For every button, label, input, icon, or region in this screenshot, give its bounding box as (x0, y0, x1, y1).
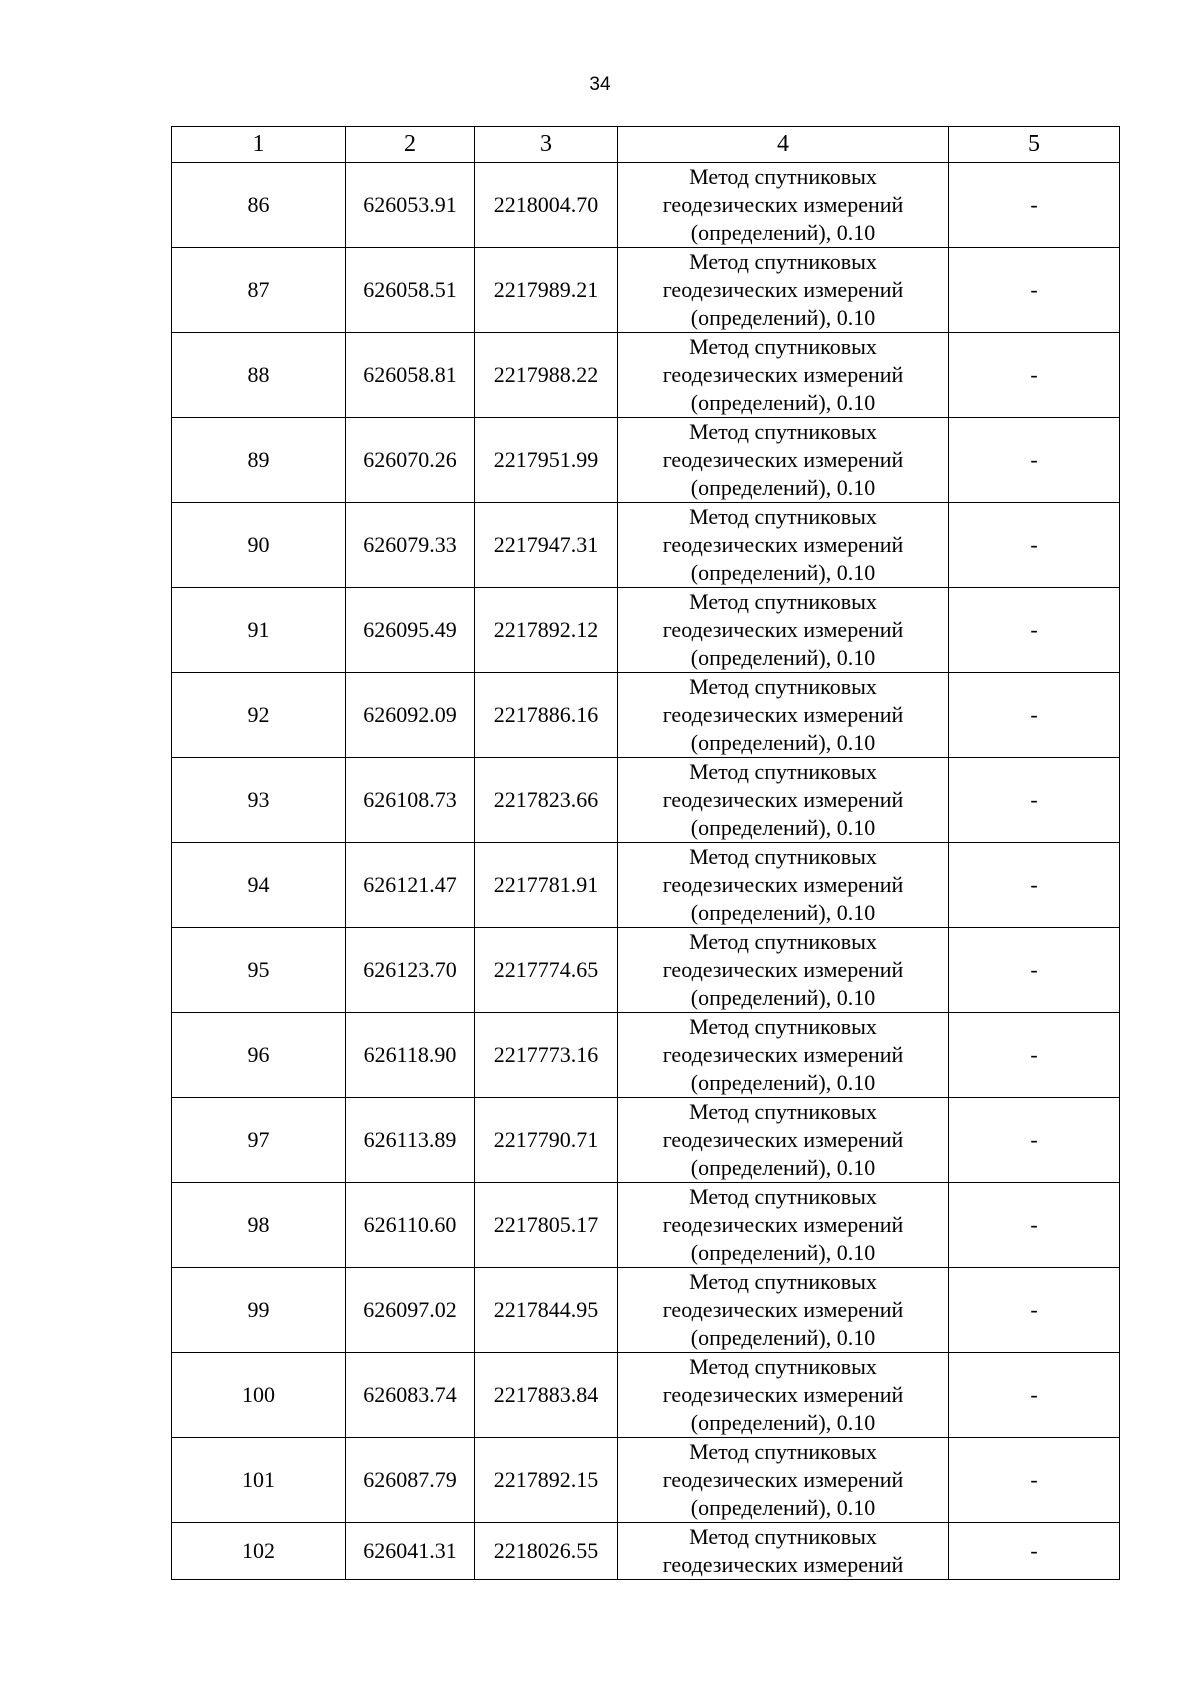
method-text-line: Метод спутниковых (689, 1439, 877, 1464)
method-text-line: Метод спутниковых (689, 1269, 877, 1294)
table-row (172, 248, 1120, 333)
note-cell: - (949, 333, 1120, 418)
method-text-line: геодезических измерений (662, 447, 904, 472)
method-text-line: геодезических измерений (662, 617, 904, 642)
x-coordinate-cell: 626110.60 (346, 1183, 475, 1268)
point-number-cell: 88 (172, 333, 346, 418)
x-coordinate-cell: 626108.73 (346, 758, 475, 843)
note-cell: - (949, 588, 1120, 673)
note-cell: - (949, 503, 1120, 588)
x-coordinate-cell: 626083.74 (346, 1353, 475, 1438)
method-text-line: (определений), 0.10 (690, 1240, 876, 1265)
table-row (172, 673, 1120, 758)
table-header (172, 127, 1120, 163)
point-number-cell: 93 (172, 758, 346, 843)
point-number-cell: 89 (172, 418, 346, 503)
method-text-line: (определений), 0.10 (690, 985, 876, 1010)
x-coordinate-cell: 626058.51 (346, 248, 475, 333)
note-cell: - (949, 1523, 1120, 1580)
method-text-line: геодезических измерений (662, 957, 904, 982)
table-row (172, 1268, 1120, 1353)
table-row (172, 333, 1120, 418)
table-row (172, 928, 1120, 1013)
table-row (172, 1183, 1120, 1268)
table-row (172, 1523, 1120, 1580)
method-text-line: (определений), 0.10 (690, 1070, 876, 1095)
table-row (172, 588, 1120, 673)
y-coordinate-cell: 2217892.12 (475, 588, 618, 673)
method-text-line: (определений), 0.10 (690, 220, 876, 245)
point-number-cell: 95 (172, 928, 346, 1013)
method-text-line: геодезических измерений (662, 1127, 904, 1152)
x-coordinate-cell: 626079.33 (346, 503, 475, 588)
table-row (172, 503, 1120, 588)
method-text-line: геодезических измерений (662, 1467, 904, 1492)
method-text-line: геодезических измерений (662, 787, 904, 812)
note-cell: - (949, 758, 1120, 843)
column-header-3: 3 (475, 127, 618, 163)
note-cell: - (949, 1098, 1120, 1183)
column-header-1: 1 (172, 127, 346, 163)
y-coordinate-cell: 2217781.91 (475, 843, 618, 928)
table-row (172, 758, 1120, 843)
y-coordinate-cell: 2217773.16 (475, 1013, 618, 1098)
table-row (172, 163, 1120, 248)
method-text-line: Метод спутниковых (689, 249, 877, 274)
y-coordinate-cell: 2217844.95 (475, 1268, 618, 1353)
table-row (172, 1438, 1120, 1523)
table-body (172, 163, 1120, 1580)
method-text-line: (определений), 0.10 (690, 390, 876, 415)
header-row (172, 127, 1120, 163)
method-text-line: Метод спутниковых (689, 164, 877, 189)
method-cell (618, 588, 949, 673)
method-cell (618, 758, 949, 843)
method-text-line: геодезических измерений (662, 872, 904, 897)
method-cell (618, 1523, 949, 1580)
method-cell (618, 1013, 949, 1098)
method-text-line: (определений), 0.10 (690, 730, 876, 755)
method-text-line: (определений), 0.10 (690, 1410, 876, 1435)
y-coordinate-cell: 2218026.55 (475, 1523, 618, 1580)
method-text-line: геодезических измерений (662, 1552, 904, 1577)
note-cell: - (949, 418, 1120, 503)
point-number-cell: 97 (172, 1098, 346, 1183)
y-coordinate-cell: 2217988.22 (475, 333, 618, 418)
method-text-line: Метод спутниковых (689, 759, 877, 784)
point-number-cell: 90 (172, 503, 346, 588)
y-coordinate-cell: 2217805.17 (475, 1183, 618, 1268)
table-row (172, 1013, 1120, 1098)
method-text-line: геодезических измерений (662, 277, 904, 302)
note-cell: - (949, 928, 1120, 1013)
method-text-line: Метод спутниковых (689, 1354, 877, 1379)
table-row (172, 1353, 1120, 1438)
column-header-4: 4 (618, 127, 949, 163)
note-cell: - (949, 673, 1120, 758)
point-number-cell: 100 (172, 1353, 346, 1438)
method-cell (618, 1183, 949, 1268)
x-coordinate-cell: 626095.49 (346, 588, 475, 673)
x-coordinate-cell: 626087.79 (346, 1438, 475, 1523)
method-cell (618, 333, 949, 418)
coordinates-table (171, 126, 1120, 1580)
method-text-line: Метод спутниковых (689, 929, 877, 954)
y-coordinate-cell: 2217886.16 (475, 673, 618, 758)
method-text-line: геодезических измерений (662, 362, 904, 387)
note-cell: - (949, 248, 1120, 333)
note-cell: - (949, 163, 1120, 248)
method-text-line: геодезических измерений (662, 1382, 904, 1407)
y-coordinate-cell: 2217823.66 (475, 758, 618, 843)
x-coordinate-cell: 626123.70 (346, 928, 475, 1013)
method-cell (618, 1353, 949, 1438)
x-coordinate-cell: 626092.09 (346, 673, 475, 758)
y-coordinate-cell: 2217883.84 (475, 1353, 618, 1438)
table-row (172, 843, 1120, 928)
note-cell: - (949, 843, 1120, 928)
method-cell (618, 248, 949, 333)
x-coordinate-cell: 626053.91 (346, 163, 475, 248)
x-coordinate-cell: 626118.90 (346, 1013, 475, 1098)
x-coordinate-cell: 626041.31 (346, 1523, 475, 1580)
y-coordinate-cell: 2217790.71 (475, 1098, 618, 1183)
y-coordinate-cell: 2217947.31 (475, 503, 618, 588)
method-text-line: (определений), 0.10 (690, 815, 876, 840)
point-number-cell: 87 (172, 248, 346, 333)
method-text-line: Метод спутниковых (689, 589, 877, 614)
method-text-line: геодезических измерений (662, 1212, 904, 1237)
point-number-cell: 92 (172, 673, 346, 758)
y-coordinate-cell: 2218004.70 (475, 163, 618, 248)
note-cell: - (949, 1013, 1120, 1098)
method-text-line: Метод спутниковых (689, 844, 877, 869)
page-number: 34 (589, 74, 611, 95)
method-text-line: Метод спутниковых (689, 1099, 877, 1124)
method-text-line: (определений), 0.10 (690, 645, 876, 670)
method-text-line: Метод спутниковых (689, 419, 877, 444)
method-cell (618, 1438, 949, 1523)
method-text-line: Метод спутниковых (689, 1524, 877, 1549)
method-text-line: (определений), 0.10 (690, 305, 876, 330)
x-coordinate-cell: 626058.81 (346, 333, 475, 418)
y-coordinate-cell: 2217951.99 (475, 418, 618, 503)
point-number-cell: 101 (172, 1438, 346, 1523)
method-text-line: Метод спутниковых (689, 1014, 877, 1039)
point-number-cell: 91 (172, 588, 346, 673)
method-text-line: Метод спутниковых (689, 334, 877, 359)
method-cell (618, 418, 949, 503)
x-coordinate-cell: 626113.89 (346, 1098, 475, 1183)
method-text-line: геодезических измерений (662, 1042, 904, 1067)
note-cell: - (949, 1438, 1120, 1523)
y-coordinate-cell: 2217989.21 (475, 248, 618, 333)
table-row (172, 418, 1120, 503)
method-text-line: (определений), 0.10 (690, 475, 876, 500)
table-row (172, 1098, 1120, 1183)
point-number-cell: 102 (172, 1523, 346, 1580)
method-text-line: (определений), 0.10 (690, 560, 876, 585)
method-cell (618, 163, 949, 248)
note-cell: - (949, 1268, 1120, 1353)
x-coordinate-cell: 626121.47 (346, 843, 475, 928)
point-number-cell: 86 (172, 163, 346, 248)
point-number-cell: 98 (172, 1183, 346, 1268)
method-text-line: (определений), 0.10 (690, 1325, 876, 1350)
point-number-cell: 99 (172, 1268, 346, 1353)
method-text-line: геодезических измерений (662, 702, 904, 727)
method-text-line: (определений), 0.10 (690, 1495, 876, 1520)
method-text-line: (определений), 0.10 (690, 1155, 876, 1180)
column-header-2: 2 (346, 127, 475, 163)
method-cell (618, 928, 949, 1013)
x-coordinate-cell: 626070.26 (346, 418, 475, 503)
method-cell (618, 673, 949, 758)
method-cell (618, 1098, 949, 1183)
method-cell (618, 843, 949, 928)
point-number-cell: 94 (172, 843, 346, 928)
method-cell (618, 503, 949, 588)
method-text-line: Метод спутниковых (689, 674, 877, 699)
method-text-line: геодезических измерений (662, 192, 904, 217)
column-header-5: 5 (949, 127, 1120, 163)
method-text-line: Метод спутниковых (689, 504, 877, 529)
method-text-line: геодезических измерений (662, 1297, 904, 1322)
method-cell (618, 1268, 949, 1353)
method-text-line: геодезических измерений (662, 532, 904, 557)
method-text-line: (определений), 0.10 (690, 900, 876, 925)
y-coordinate-cell: 2217774.65 (475, 928, 618, 1013)
note-cell: - (949, 1353, 1120, 1438)
x-coordinate-cell: 626097.02 (346, 1268, 475, 1353)
y-coordinate-cell: 2217892.15 (475, 1438, 618, 1523)
point-number-cell: 96 (172, 1013, 346, 1098)
note-cell: - (949, 1183, 1120, 1268)
method-text-line: Метод спутниковых (689, 1184, 877, 1209)
